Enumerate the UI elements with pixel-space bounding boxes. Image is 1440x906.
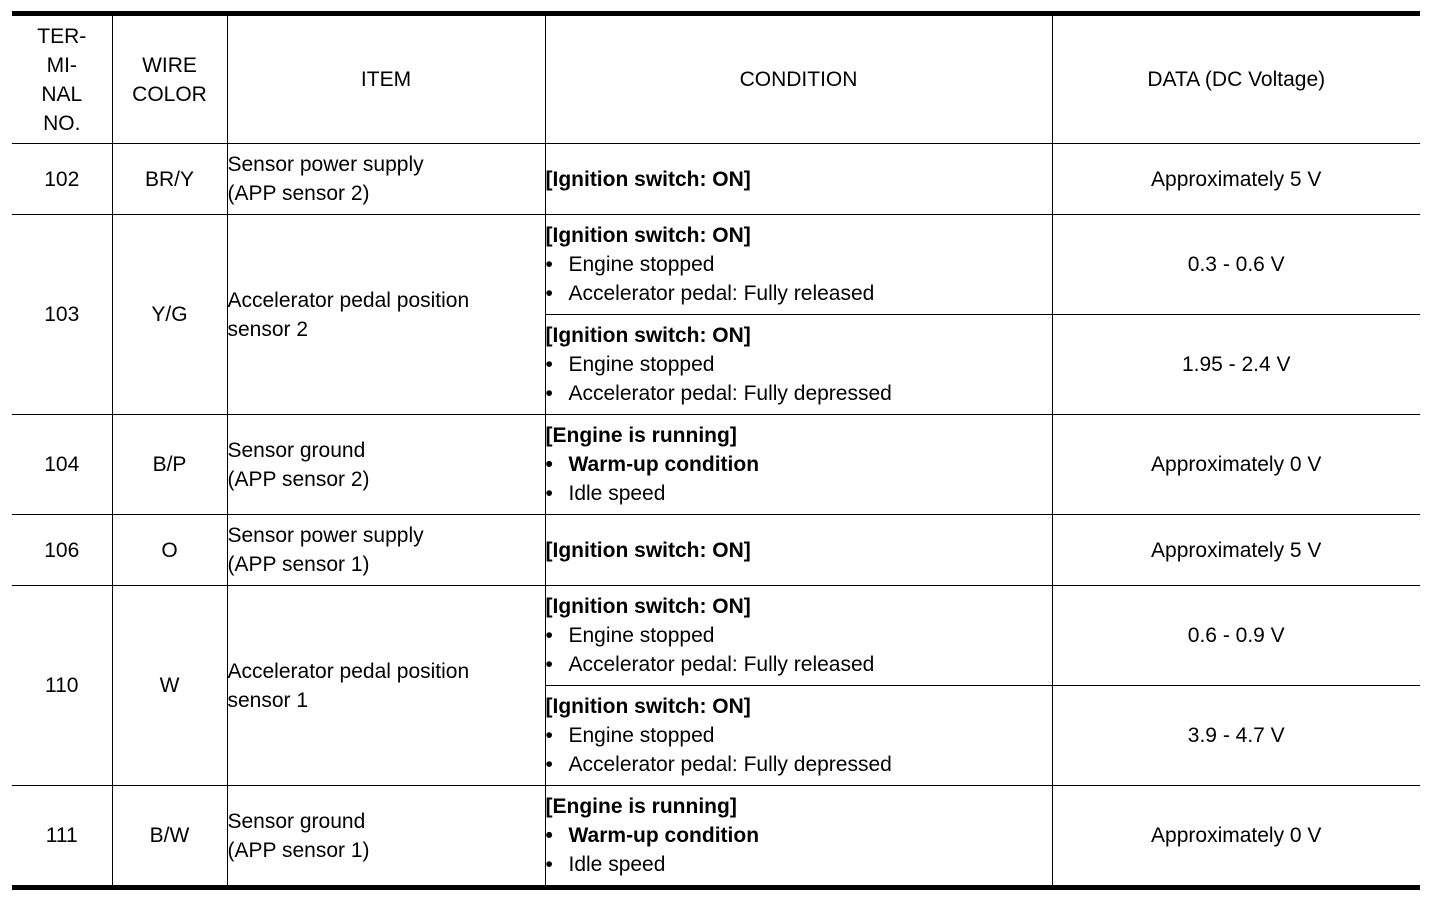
condition-bullet-text: Warm-up condition — [568, 824, 760, 847]
table-row — [12, 586, 1420, 686]
condition-bullet — [546, 821, 1052, 850]
bullet-icon: • — [545, 282, 553, 305]
header-terminal: TER- MI- NAL NO. — [12, 14, 112, 144]
condition-bullet — [546, 621, 1052, 650]
condition-bullet-text: Accelerator pedal: Fully depressed — [568, 382, 892, 405]
wire-color: Y/G — [112, 215, 227, 415]
bullet-icon: • — [545, 653, 553, 676]
condition-bullet-text: Idle speed — [568, 853, 666, 876]
data-voltage: 0.6 - 0.9 V — [1052, 586, 1420, 686]
condition-bullet — [546, 650, 1052, 679]
condition-bullet — [546, 279, 1052, 308]
condition-cell — [545, 686, 1052, 786]
condition-title: [Ignition switch: ON] — [545, 324, 751, 347]
condition-cell — [545, 786, 1052, 888]
condition-bullet — [546, 250, 1052, 279]
bullet-icon: • — [545, 382, 553, 405]
condition-bullet-text: Warm-up condition — [568, 453, 760, 476]
bullet-icon: • — [545, 624, 553, 647]
condition-bullet — [546, 450, 1052, 479]
bullet-icon: • — [545, 253, 553, 276]
header-condition: CONDITION — [545, 14, 1052, 144]
item-description: Sensor ground (APP sensor 1) — [227, 786, 545, 888]
data-voltage: Approximately 0 V — [1052, 786, 1420, 888]
condition-bullet — [546, 350, 1052, 379]
condition-title: [Ignition switch: ON] — [545, 167, 751, 191]
condition-title: [Engine is running] — [545, 795, 737, 818]
condition-bullet-text: Accelerator pedal: Fully released — [568, 653, 875, 676]
wire-color: B/P — [112, 415, 227, 515]
condition-bullet-text: Engine stopped — [568, 624, 715, 647]
item-description: Accelerator pedal position sensor 2 — [227, 215, 545, 415]
item-description: Sensor ground (APP sensor 2) — [227, 415, 545, 515]
terminal-number: 110 — [12, 586, 112, 786]
data-voltage: Approximately 0 V — [1052, 415, 1420, 515]
item-description: Sensor power supply (APP sensor 1) — [227, 515, 545, 586]
bullet-icon: • — [545, 753, 553, 776]
wire-color: B/W — [112, 786, 227, 888]
condition-title: [Ignition switch: ON] — [545, 224, 751, 247]
condition-cell — [545, 586, 1052, 686]
condition-title: [Engine is running] — [545, 424, 737, 447]
table-row — [12, 144, 1420, 215]
condition-bullet — [546, 379, 1052, 408]
condition-title: [Ignition switch: ON] — [545, 538, 751, 562]
condition-bullet-text: Accelerator pedal: Fully depressed — [568, 753, 892, 776]
bullet-icon: • — [545, 353, 553, 376]
data-voltage: 3.9 - 4.7 V — [1052, 686, 1420, 786]
terminal-number: 103 — [12, 215, 112, 415]
header-row — [12, 14, 1420, 144]
condition-cell — [545, 144, 1052, 215]
condition-bullet-text: Accelerator pedal: Fully released — [568, 282, 875, 305]
bullet-icon: • — [545, 482, 553, 505]
data-voltage: 1.95 - 2.4 V — [1052, 315, 1420, 415]
condition-title: [Ignition switch: ON] — [545, 695, 751, 718]
condition-bullet — [546, 721, 1052, 750]
condition-bullet — [546, 850, 1052, 879]
data-voltage: Approximately 5 V — [1052, 515, 1420, 586]
condition-cell — [545, 315, 1052, 415]
condition-bullet — [546, 479, 1052, 508]
table-body — [12, 144, 1420, 888]
data-voltage: Approximately 5 V — [1052, 144, 1420, 215]
terminal-number: 104 — [12, 415, 112, 515]
condition-cell — [545, 515, 1052, 586]
header-wire-color: WIRE COLOR — [112, 14, 227, 144]
terminal-number: 111 — [12, 786, 112, 888]
bullet-icon: • — [545, 724, 553, 747]
terminal-spec-table — [12, 11, 1420, 890]
bullet-icon: • — [545, 853, 553, 876]
table-row — [12, 515, 1420, 586]
condition-bullet-text: Idle speed — [568, 482, 666, 505]
condition-cell — [545, 215, 1052, 315]
condition-bullet — [546, 750, 1052, 779]
condition-bullet-text: Engine stopped — [568, 724, 715, 747]
bullet-icon: • — [545, 824, 553, 847]
terminal-number: 102 — [12, 144, 112, 215]
header-data: DATA (DC Voltage) — [1052, 14, 1420, 144]
terminal-number: 106 — [12, 515, 112, 586]
wire-color: W — [112, 586, 227, 786]
item-description: Accelerator pedal position sensor 1 — [227, 586, 545, 786]
table-row — [12, 215, 1420, 315]
data-voltage: 0.3 - 0.6 V — [1052, 215, 1420, 315]
wire-color: BR/Y — [112, 144, 227, 215]
condition-cell — [545, 415, 1052, 515]
table-row — [12, 786, 1420, 888]
condition-bullet-text: Engine stopped — [568, 253, 715, 276]
condition-bullet-text: Engine stopped — [568, 353, 715, 376]
bullet-icon: • — [545, 453, 553, 476]
wire-color: O — [112, 515, 227, 586]
table-row — [12, 415, 1420, 515]
header-item: ITEM — [227, 14, 545, 144]
condition-title: [Ignition switch: ON] — [545, 595, 751, 618]
item-description: Sensor power supply (APP sensor 2) — [227, 144, 545, 215]
